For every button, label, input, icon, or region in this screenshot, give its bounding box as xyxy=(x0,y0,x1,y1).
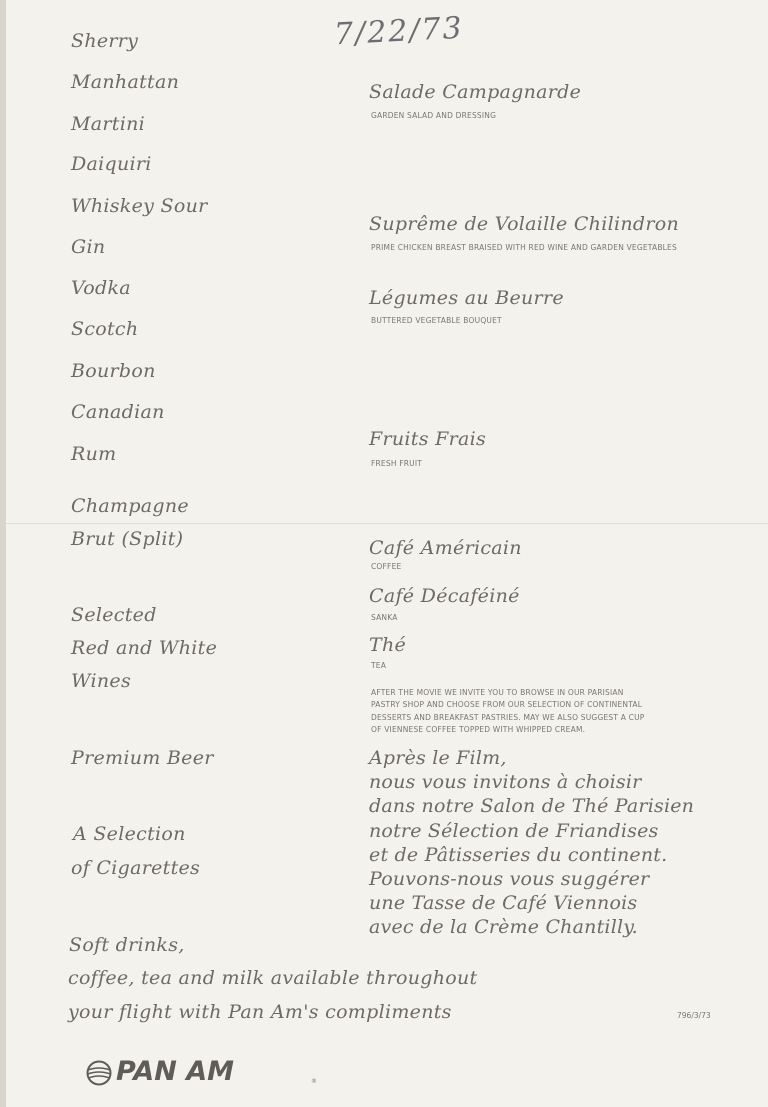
trademark-symbol: ® xyxy=(311,1078,317,1085)
course-title: Thé xyxy=(369,634,407,656)
drink-item: Vodka xyxy=(71,277,131,299)
course-title: Légumes au Beurre xyxy=(369,287,564,309)
drink-item: Scotch xyxy=(71,318,139,340)
course-subtitle: GARDEN SALAD AND DRESSING xyxy=(371,111,497,120)
brand-wordmark: PAN AM xyxy=(116,1056,234,1087)
drink-item: of Cigarettes xyxy=(71,857,201,879)
after-movie-fr-line: dans notre Salon de Thé Parisien xyxy=(369,795,695,818)
footer-line: Soft drinks, xyxy=(69,934,185,956)
course-subtitle: BUTTERED VEGETABLE BOUQUET xyxy=(371,316,502,325)
footer-line: coffee, tea and milk available throughout xyxy=(68,967,478,989)
course-title: Salade Campagnarde xyxy=(369,81,582,103)
drink-item: Whiskey Sour xyxy=(71,195,208,217)
drink-item: Gin xyxy=(71,236,106,258)
footer-line: your flight with Pan Am's compliments xyxy=(68,1001,452,1023)
after-movie-fr-line: nous vous invitons à choisir xyxy=(369,771,642,794)
course-subtitle: PRIME CHICKEN BREAST BRAISED WITH RED WINE AND GARDEN VEGETABLES xyxy=(371,243,677,252)
drink-item: Red and White xyxy=(71,637,218,659)
course-subtitle: FRESH FRUIT xyxy=(371,459,423,468)
drink-item: Daiquiri xyxy=(71,153,152,175)
after-movie-fr-line: et de Pâtisseries du continent. xyxy=(369,843,668,866)
course-subtitle: SANKA xyxy=(371,613,398,622)
drink-item: Canadian xyxy=(71,401,165,423)
drink-item: Brut (Split) xyxy=(71,528,184,550)
handwritten-date: 7/22/73 xyxy=(333,10,465,53)
drink-item: A Selection xyxy=(73,823,186,845)
drink-item: Martini xyxy=(71,113,145,135)
after-movie-en-line: DESSERTS AND BREAKFAST PASTRIES. MAY WE ALSO SUGGEST A CUP xyxy=(371,712,645,722)
drink-item: Wines xyxy=(71,670,132,692)
after-movie-en-line: PASTRY SHOP AND CHOOSE FROM OUR SELECTION OF CONTINENTAL xyxy=(371,700,643,710)
drink-item: Premium Beer xyxy=(71,747,214,769)
after-movie-french xyxy=(369,746,694,940)
drink-item: Rum xyxy=(71,443,117,465)
after-movie-english xyxy=(371,687,644,736)
drink-item: Champagne xyxy=(71,495,189,517)
course-title: Fruits Frais xyxy=(369,428,487,450)
after-movie-fr-line: une Tasse de Café Viennois xyxy=(369,892,638,915)
pan-am-logo xyxy=(86,1058,326,1088)
drink-item: Selected xyxy=(71,604,157,626)
after-movie-fr-line: Pouvons-nous vous suggérer xyxy=(369,868,650,891)
print-code: 796/3/73 xyxy=(677,1011,711,1020)
course-subtitle: TEA xyxy=(371,661,387,670)
drink-item: Manhattan xyxy=(71,71,180,93)
after-movie-en-line: OF VIENNESE COFFEE TOPPED WITH WHIPPED CREAM. xyxy=(371,724,586,734)
course-title: Suprême de Volaille Chilindron xyxy=(369,213,679,235)
course-subtitle: COFFEE xyxy=(371,562,402,571)
drink-item: Sherry xyxy=(71,30,139,52)
after-movie-fr-line: avec de la Crème Chantilly. xyxy=(369,916,638,939)
fold-line xyxy=(6,523,768,524)
course-title: Café Américain xyxy=(369,537,522,559)
drink-item: Bourbon xyxy=(71,360,156,382)
after-movie-en-line: AFTER THE MOVIE WE INVITE YOU TO BROWSE IN OUR PARISIAN xyxy=(371,688,624,697)
after-movie-fr-line: notre Sélection de Friandises xyxy=(369,819,659,842)
course-title: Café Décaféiné xyxy=(369,585,520,607)
globe-icon xyxy=(86,1060,112,1090)
after-movie-fr-line: Après le Film, xyxy=(369,747,507,769)
